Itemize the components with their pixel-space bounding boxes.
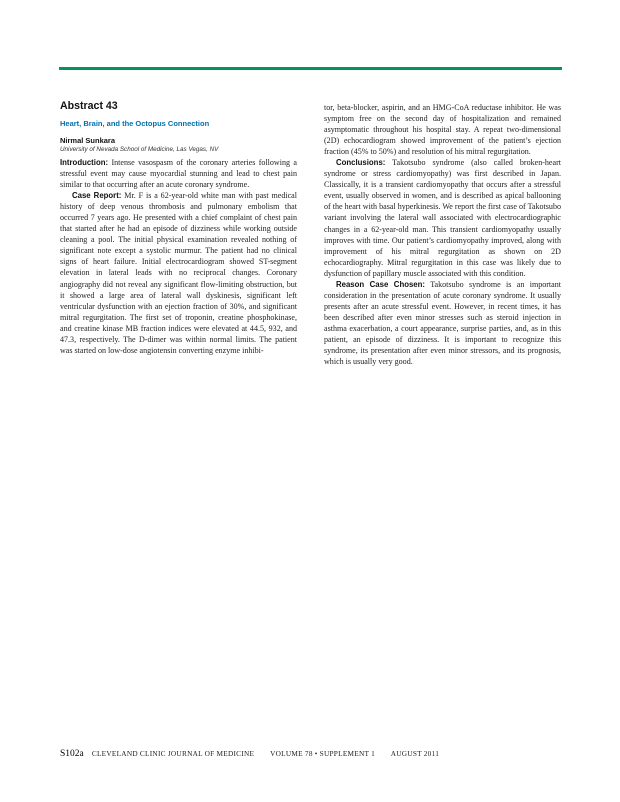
- author-affiliation: University of Nevada School of Medicine, Las Vegas, NV: [60, 146, 219, 153]
- introduction-text: Intense vasospasm of the coronary arteries following a stressful event may cause myocardial stunning and lead to chest pain similar to that occurring after an acute coronary syndrome.: [60, 158, 297, 190]
- case-report-paragraph: [60, 190, 297, 356]
- right-column: [324, 102, 561, 367]
- reason-text: Takotsubo syndrome is an important consideration in the presentation of acute coronary syndrome. It usually presents after an acute stressful event. However, in recent times, it has been described after even minor stresses such as steroid injection in asthma exacerbation, a court appearance, surprise parties, and, as in this patient, an episode of dizziness. It is important to recognize this syndrome, its presentation after even minor stressors, and its prognosis, which is usually very good.: [324, 279, 561, 367]
- abstract-label: Abstract 43: [60, 100, 118, 112]
- conclusions-heading: Conclusions:: [336, 158, 386, 168]
- conclusions-text: Takotsubo syndrome (also called broken-heart syndrome or stress cardiomyopathy) was first described in Japan. Classically, it is a transient cardiomyopathy that occurs after a stressful event, usually observed in women, and is described as apical ballooning of the heart with basal hyperkinesis. We report the first case of Takotsubo variant involving the lateral wall associated with electrocardiographic changes in a 62-year-old man. This transient cardiomyopathy usually improves with time. Our patient’s cardiomyopathy improved, along with improvement of his mitral regurgitation as shown on 2D echocardiography. Mitral regurgitation in this case was likely due to dysfunction of papillary muscle associated with this condition.: [324, 158, 561, 278]
- case-report-heading: Case Report:: [72, 191, 122, 201]
- reason-paragraph: [324, 279, 561, 367]
- page-number: S102a: [60, 749, 84, 759]
- left-column: [60, 100, 297, 356]
- journal-name: CLEVELAND CLINIC JOURNAL OF MEDICINE: [91, 749, 255, 758]
- introduction-paragraph: [60, 157, 297, 190]
- volume-info: VOLUME 78 • SUPPLEMENT 1: [270, 749, 376, 758]
- introduction-heading: Introduction:: [60, 158, 109, 167]
- case-report-text: Mr. F is a 62-year-old white man with past medical history of deep venous thrombosis and pulmonary embolism that occurred 7 years ago. He presented with a chief complaint of chest pain that started after he had an episode of dizziness while working outside cleaning a pool. The initial physical examination revealed nothing of significant note except a systolic murmur. The patient had no clinical signs of heart failure. Initial electrocardiogram showed ST-segment elevation in lateral leads with no reciprocal changes. Coronary angiography did not reveal any significant flow-limiting obstruction, but it showed a large area of lateral wall dyskinesis, significant left ventricular dysfunction with an ejection fraction of 30%, and significant mitral regurgitation. The first set of troponin, creatine phosphokinase, and creatine kinase MB fraction indices were elevated at 44.5, 932, and 47.3, respectively. The D-dimer was within normal limits. The patient was started on low-dose angiotensin converting enzyme inhibi-: [60, 191, 297, 355]
- page-footer: [60, 749, 439, 759]
- reason-heading: Reason Case Chosen:: [336, 279, 425, 289]
- conclusions-paragraph: [324, 157, 561, 279]
- issue-date: AUGUST 2011: [390, 749, 440, 758]
- author-name: Nirmal Sunkara: [60, 136, 116, 145]
- abstract-title: Heart, Brain, and the Octopus Connection: [60, 119, 210, 128]
- header-rule: [59, 67, 562, 70]
- case-report-continued: tor, beta-blocker, aspirin, and an HMG-CoA reductase inhibitor. He was symptom free on the second day of hospitalization and remained asymptomatic throughout his hospital stay. A repeat two-dimensional (2D) echocardiogram showed improvement of the patient’s ejection fraction (45% to 50%) and resolution of his mitral regurgitation.: [324, 103, 561, 157]
